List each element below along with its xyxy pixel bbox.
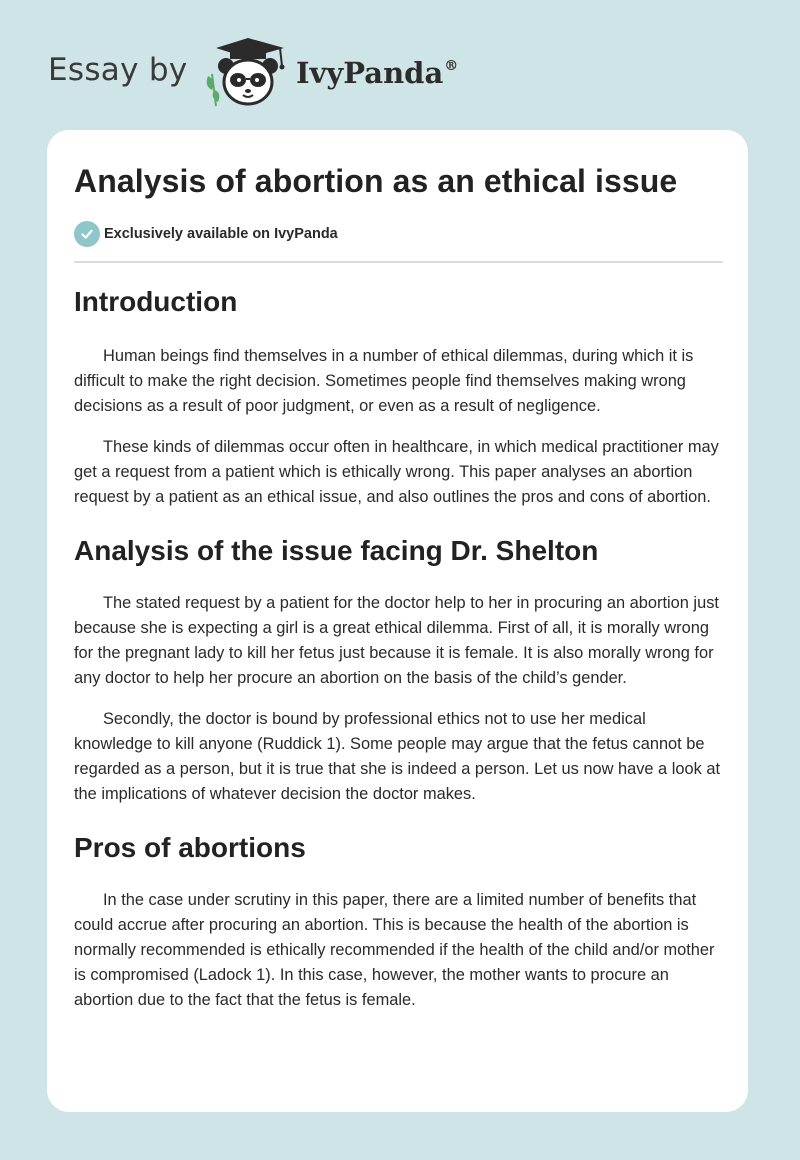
registered-mark: ®	[444, 58, 459, 75]
paragraph: Human beings find themselves in a number of ethical dilemmas, during which it is difficult to make the right decision. Sometimes people find themselves making wrong decisions as a result of poor judgment, or even as a result of negligence.	[74, 347, 694, 415]
essay-by-label: Essay by	[48, 52, 188, 88]
paragraph: In the case under scrutiny in this paper, there are a limited number of benefits that could accrue after procuring an abortion. This is because the health of the abortion is normally recommended is ethically recommended if the health of the child and/or mother is compromised (Ladock 1). In this case, however, the mother wants to procure an abortion due to the fact that the fetus is female.	[74, 891, 715, 1009]
section-analysis	[74, 529, 723, 807]
section-pros	[74, 826, 723, 1013]
exclusive-badge-label: Exclusively available on IvyPanda	[104, 226, 338, 242]
brand-text: IvyPanda	[296, 56, 444, 90]
essay-body	[74, 280, 723, 1013]
panda-graduate-logo-icon[interactable]	[202, 36, 292, 108]
paragraph: These kinds of dilemmas occur often in healthcare, in which medical practitioner may get a request from a patient which is ethically wrong. This paper analyses an abortion request by a patient as an ethical issue, and also outlines the pros and cons of abortion.	[74, 438, 719, 506]
exclusive-badge	[74, 221, 338, 247]
section-heading: Pros of abortions	[74, 832, 306, 863]
site-header	[0, 0, 800, 120]
section-heading: Analysis of the issue facing Dr. Shelton	[74, 535, 599, 566]
brand-name[interactable]	[296, 56, 458, 90]
section-heading: Introduction	[74, 286, 238, 317]
essay-card	[47, 130, 748, 1112]
section-introduction	[74, 280, 723, 510]
page-title: Analysis of abortion as an ethical issue	[74, 163, 678, 199]
title-divider	[74, 261, 723, 263]
check-circle-icon	[74, 221, 100, 247]
paragraph: Secondly, the doctor is bound by professional ethics not to use her medical knowledge to kill anyone (Ruddick 1). Some people may argue that the fetus cannot be regarded as a person, but it is true that she is indeed a person. Let us now have a look at the implications of whatever decision the doctor makes.	[74, 710, 721, 803]
paragraph: The stated request by a patient for the doctor help to her in procuring an abortion just because she is expecting a girl is a great ethical dilemma. First of all, it is morally wrong for the pregnant lady to kill her fetus just because it is female. It is also morally wrong for any doctor to help her procure an abortion on the basis of the child’s gender.	[74, 594, 719, 687]
